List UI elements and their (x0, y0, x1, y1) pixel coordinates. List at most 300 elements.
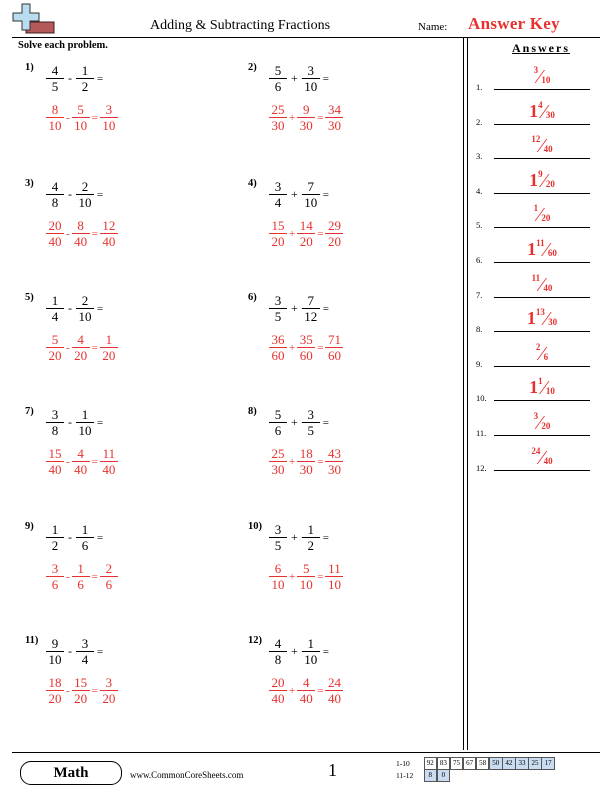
fraction (45, 332, 65, 363)
fraction (296, 561, 316, 592)
denominator: 10 (102, 118, 116, 133)
operator: - (68, 644, 72, 658)
denominator: 40 (543, 455, 553, 466)
numerator: 12 (102, 218, 116, 233)
denominator: 30 (327, 118, 341, 133)
numerator: 3 (274, 293, 282, 308)
denominator: 8 (274, 652, 282, 667)
fraction (268, 332, 288, 363)
answer-value (494, 202, 590, 225)
numerator: 11 (536, 238, 545, 248)
answer-number: 6. (476, 255, 483, 265)
slash-fraction (535, 341, 549, 365)
answer-value (494, 168, 590, 191)
answer-number: 9. (476, 358, 483, 369)
denominator: 2 (51, 538, 59, 553)
operator: = (91, 227, 98, 240)
question-expression (268, 522, 332, 553)
answer-row-3 (476, 129, 600, 163)
fraction-slash: ⁄ (544, 308, 549, 331)
operator: + (291, 71, 298, 85)
denominator: 20 (541, 213, 551, 224)
answer-expression (45, 102, 119, 133)
numerator: 15 (48, 446, 62, 461)
answer-row-9 (476, 337, 600, 371)
answer-line (494, 158, 590, 159)
denominator: 20 (48, 691, 62, 706)
numerator: 25 (271, 102, 285, 117)
operator: = (91, 341, 98, 354)
denominator: 6 (81, 538, 89, 553)
denominator: 4 (274, 195, 282, 210)
operator: - (68, 530, 72, 544)
operator: + (289, 227, 296, 240)
fraction (296, 218, 316, 249)
answer-value (494, 64, 590, 87)
operator: - (66, 684, 70, 697)
denominator: 10 (78, 195, 92, 210)
fraction (75, 522, 95, 553)
denominator: 40 (327, 691, 341, 706)
fraction (75, 407, 95, 438)
score-cell: 33 (515, 757, 529, 770)
equals-sign: = (97, 72, 104, 85)
operator: = (317, 227, 324, 240)
numerator: 5 (51, 332, 59, 347)
numerator: 1 (81, 522, 89, 537)
numerator: 1 (307, 522, 315, 537)
denominator: 60 (299, 348, 313, 363)
numerator: 1 (77, 561, 84, 576)
numerator: 3 (307, 63, 315, 78)
denominator: 10 (545, 386, 555, 397)
score-range-label: 11-12 (396, 770, 414, 780)
slash-fraction (538, 99, 555, 123)
denominator: 10 (299, 577, 313, 592)
question-expression (268, 179, 332, 210)
answer-number: 2. (476, 116, 483, 127)
fraction (75, 179, 95, 210)
answer-number: 3. (476, 151, 483, 162)
equals-sign: = (97, 188, 104, 201)
whole-number: 1 (527, 239, 537, 259)
equals-sign: = (97, 416, 104, 429)
slash-fraction (533, 203, 551, 227)
denominator: 20 (545, 178, 555, 189)
answer-expression (45, 218, 119, 249)
fraction (75, 63, 95, 94)
answer-number: 1. (476, 82, 483, 92)
operator: = (317, 455, 324, 468)
question-expression (268, 407, 332, 438)
problem-number: 7) (25, 406, 34, 417)
operator: - (66, 455, 70, 468)
problem-2 (248, 62, 448, 142)
answer-row-5 (476, 198, 600, 232)
denominator: 12 (304, 309, 318, 324)
denominator: 30 (299, 118, 313, 133)
fraction (45, 407, 65, 438)
denominator: 20 (74, 691, 88, 706)
problem-number: 8) (248, 406, 257, 417)
numerator: 24 (531, 445, 541, 456)
numerator: 20 (48, 218, 62, 233)
numerator: 5 (77, 102, 84, 117)
denominator: 20 (327, 234, 341, 249)
fraction (268, 179, 288, 210)
fraction (71, 218, 91, 249)
fraction (71, 561, 91, 592)
answer-row-7 (476, 268, 600, 302)
numerator: 1 (81, 63, 89, 78)
numerator: 13 (535, 307, 545, 318)
numerator: 5 (302, 561, 310, 576)
fraction (45, 218, 65, 249)
numerator: 8 (51, 102, 59, 117)
whole-number: 1 (529, 377, 539, 398)
denominator: 40 (543, 144, 553, 155)
score-row (396, 757, 555, 769)
answer-line (494, 89, 590, 90)
equals-sign: = (322, 188, 329, 201)
slash-fraction (531, 272, 553, 296)
fraction (268, 522, 288, 553)
numerator: 3 (533, 65, 539, 75)
answer-value (494, 237, 590, 260)
numerator: 18 (299, 446, 313, 461)
numerator: 11 (531, 272, 541, 283)
answer-row-12 (476, 441, 600, 475)
fraction (71, 675, 91, 706)
numerator: 1 (105, 332, 113, 347)
denominator: 6 (274, 423, 282, 438)
fraction (324, 675, 344, 706)
numerator: 5 (274, 63, 282, 78)
fraction (296, 102, 316, 133)
header-divider (12, 37, 600, 38)
instructions: Solve each problem. (18, 40, 108, 51)
whole-number: 1 (529, 100, 539, 121)
fraction-slash: ⁄ (538, 412, 542, 434)
fraction (45, 179, 65, 210)
answer-line (494, 262, 590, 263)
operator: + (291, 187, 298, 201)
problem-number: 1) (25, 62, 34, 73)
numerator: 4 (77, 332, 84, 347)
answer-row-4 (476, 164, 600, 198)
numerator: 35 (299, 332, 313, 347)
answer-line (494, 124, 590, 125)
numerator: 3 (51, 561, 59, 576)
equals-sign: = (322, 302, 329, 315)
numerator: 1 (307, 636, 315, 651)
fraction (324, 561, 344, 592)
numerator: 34 (327, 102, 341, 117)
operator: + (289, 341, 296, 354)
numerator: 11 (328, 561, 341, 576)
equals-sign: = (322, 531, 329, 544)
numerator: 3 (51, 407, 59, 422)
operator: - (68, 187, 72, 201)
fraction (301, 293, 321, 324)
fraction (268, 636, 288, 667)
denominator: 10 (78, 423, 92, 438)
fraction (75, 293, 95, 324)
answer-row-11 (476, 406, 600, 440)
fraction (324, 218, 344, 249)
operator: = (317, 570, 324, 583)
problem-10 (248, 521, 448, 601)
answer-expression (268, 102, 344, 133)
whole-number: 1 (529, 169, 539, 190)
name-label: Name: (418, 21, 448, 33)
fraction (75, 636, 95, 667)
denominator: 40 (48, 462, 62, 477)
fraction (268, 63, 288, 94)
numerator: 36 (271, 332, 285, 347)
answer-expression (268, 675, 344, 706)
denominator: 2 (307, 538, 315, 553)
numerator: 2 (81, 293, 89, 308)
operator: + (291, 301, 298, 315)
numerator: 1 (533, 203, 539, 214)
fraction (324, 102, 344, 133)
denominator: 2 (81, 79, 89, 94)
question-expression (45, 407, 106, 438)
denominator: 6 (77, 577, 84, 592)
operator: = (91, 111, 98, 124)
denominator: 40 (543, 282, 553, 293)
fraction (45, 446, 65, 477)
denominator: 10 (78, 309, 92, 324)
denominator: 10 (327, 577, 341, 592)
answer-expression (268, 218, 344, 249)
fraction (268, 675, 288, 706)
operator: + (289, 570, 296, 583)
score-cell: 75 (450, 757, 464, 770)
answer-number: 11. (476, 428, 487, 438)
question-expression (45, 293, 106, 324)
operator: - (66, 111, 70, 124)
fraction (71, 446, 91, 477)
score-cell: 0 (437, 769, 451, 782)
score-cell: 8 (424, 769, 438, 782)
operator: = (91, 684, 98, 697)
denominator: 40 (74, 234, 88, 249)
problem-number: 10) (248, 521, 262, 532)
operator: - (66, 227, 70, 240)
numerator: 3 (81, 636, 89, 651)
operator: + (291, 644, 298, 658)
denominator: 10 (304, 195, 318, 210)
worksheet-title: Adding & Subtracting Fractions (150, 18, 331, 33)
numerator: 18 (48, 675, 62, 690)
footer-divider (12, 752, 600, 753)
denominator: 10 (304, 79, 318, 94)
denominator: 30 (327, 462, 341, 477)
question-expression (45, 63, 106, 94)
fraction (71, 102, 91, 133)
answer-number: 5. (476, 220, 483, 231)
operator: + (291, 415, 298, 429)
slash-fraction (538, 376, 555, 400)
answer-value (494, 99, 590, 122)
fraction (324, 446, 344, 477)
numerator: 4 (51, 63, 59, 78)
equals-sign: = (97, 645, 104, 658)
fraction (296, 332, 316, 363)
answer-expression (45, 561, 119, 592)
slash-fraction (535, 307, 558, 331)
operator: - (68, 415, 72, 429)
fraction (301, 63, 321, 94)
problem-number: 12) (248, 635, 262, 646)
denominator: 40 (48, 234, 62, 249)
question-expression (45, 636, 106, 667)
whole-number: 1 (526, 308, 536, 329)
denominator: 5 (51, 79, 59, 94)
denominator: 30 (271, 462, 285, 477)
fraction (268, 407, 288, 438)
score-cell: 58 (476, 757, 490, 770)
question-expression (268, 63, 332, 94)
fraction-slash: ⁄ (540, 135, 544, 158)
fraction (45, 636, 65, 667)
numerator: 3 (274, 522, 282, 537)
fraction (268, 293, 288, 324)
denominator: 6 (51, 577, 59, 592)
answer-value (494, 133, 590, 156)
answer-value (494, 306, 590, 329)
fraction (301, 407, 321, 438)
answer-value (494, 445, 590, 468)
answer-line (494, 193, 590, 194)
denominator: 40 (102, 462, 116, 477)
denominator: 60 (271, 348, 285, 363)
equals-sign: = (322, 72, 329, 85)
slash-fraction (533, 411, 551, 434)
operator: = (91, 570, 98, 583)
slash-fraction (536, 238, 557, 261)
answer-expression (45, 332, 119, 363)
numerator: 3 (307, 407, 315, 422)
fraction (99, 675, 119, 706)
numerator: 43 (327, 446, 341, 461)
numerator: 4 (77, 446, 84, 461)
fraction (268, 102, 288, 133)
slash-fraction (531, 445, 553, 469)
numerator: 1 (51, 293, 59, 308)
equals-sign: = (322, 645, 329, 658)
denominator: 20 (541, 421, 551, 431)
denominator: 10 (74, 118, 88, 133)
numerator: 9 (538, 168, 543, 179)
problem-number: 3) (25, 178, 34, 189)
operator: - (66, 341, 70, 354)
numerator: 9 (51, 636, 59, 651)
numerator: 3 (105, 102, 113, 117)
numerator: 8 (77, 218, 84, 233)
problem-1 (25, 62, 225, 142)
fraction (301, 179, 321, 210)
question-expression (268, 636, 332, 667)
page-number: 1 (328, 760, 337, 780)
problem-11 (25, 635, 225, 715)
answer-value (494, 272, 590, 295)
fraction-slash: ⁄ (542, 100, 546, 123)
denominator: 4 (81, 652, 89, 667)
problem-number: 4) (248, 178, 257, 189)
numerator: 14 (299, 218, 313, 233)
operator: - (68, 301, 72, 315)
score-cell: 50 (489, 757, 503, 770)
plus-minus-logo-icon (12, 2, 56, 36)
answer-number: 4. (476, 185, 483, 196)
problem-number: 5) (25, 292, 34, 303)
answer-key-label: Answer Key (468, 14, 560, 33)
fraction-slash: ⁄ (538, 66, 542, 88)
numerator: 12 (531, 134, 541, 145)
score-cell: 25 (528, 757, 542, 770)
score-cell: 83 (437, 757, 451, 770)
question-expression (268, 293, 332, 324)
answer-expression (45, 675, 119, 706)
answer-row-2 (476, 95, 600, 129)
numerator: 15 (271, 218, 285, 233)
fraction-slash: ⁄ (542, 377, 546, 400)
fraction-slash: ⁄ (538, 204, 542, 227)
fraction (268, 218, 288, 249)
numerator: 71 (327, 332, 341, 347)
numerator: 2 (105, 561, 113, 576)
score-cell: 42 (502, 757, 516, 770)
fraction (99, 446, 119, 477)
fraction (324, 332, 344, 363)
denominator: 20 (271, 234, 285, 249)
denominator: 8 (51, 423, 59, 438)
numerator: 3 (533, 411, 539, 421)
fraction-slash: ⁄ (540, 446, 544, 469)
operator: = (317, 111, 324, 124)
fraction (296, 446, 316, 477)
answer-line (494, 400, 590, 401)
answer-number: 12. (476, 462, 487, 473)
fraction-slash: ⁄ (540, 342, 544, 365)
numerator: 5 (274, 407, 282, 422)
denominator: 30 (271, 118, 285, 133)
denominator: 10 (48, 118, 62, 133)
denominator: 20 (102, 691, 116, 706)
denominator: 10 (271, 577, 285, 592)
answer-number: 10. (476, 393, 487, 404)
problem-4 (248, 178, 448, 258)
numerator: 7 (307, 179, 315, 194)
fraction (301, 522, 321, 553)
answers-title: Answers (512, 41, 570, 55)
numerator: 6 (274, 561, 282, 576)
problem-number: 2) (248, 62, 257, 73)
answer-line (494, 366, 590, 367)
score-cell: 92 (424, 757, 438, 770)
answer-number: 8. (476, 324, 483, 335)
fraction (45, 293, 65, 324)
numerator: 3 (274, 179, 282, 194)
numerator: 4 (302, 675, 310, 690)
problem-number: 9) (25, 521, 34, 532)
numerator: 9 (302, 102, 310, 117)
denominator: 60 (327, 348, 341, 363)
score-cell: 17 (541, 757, 555, 770)
